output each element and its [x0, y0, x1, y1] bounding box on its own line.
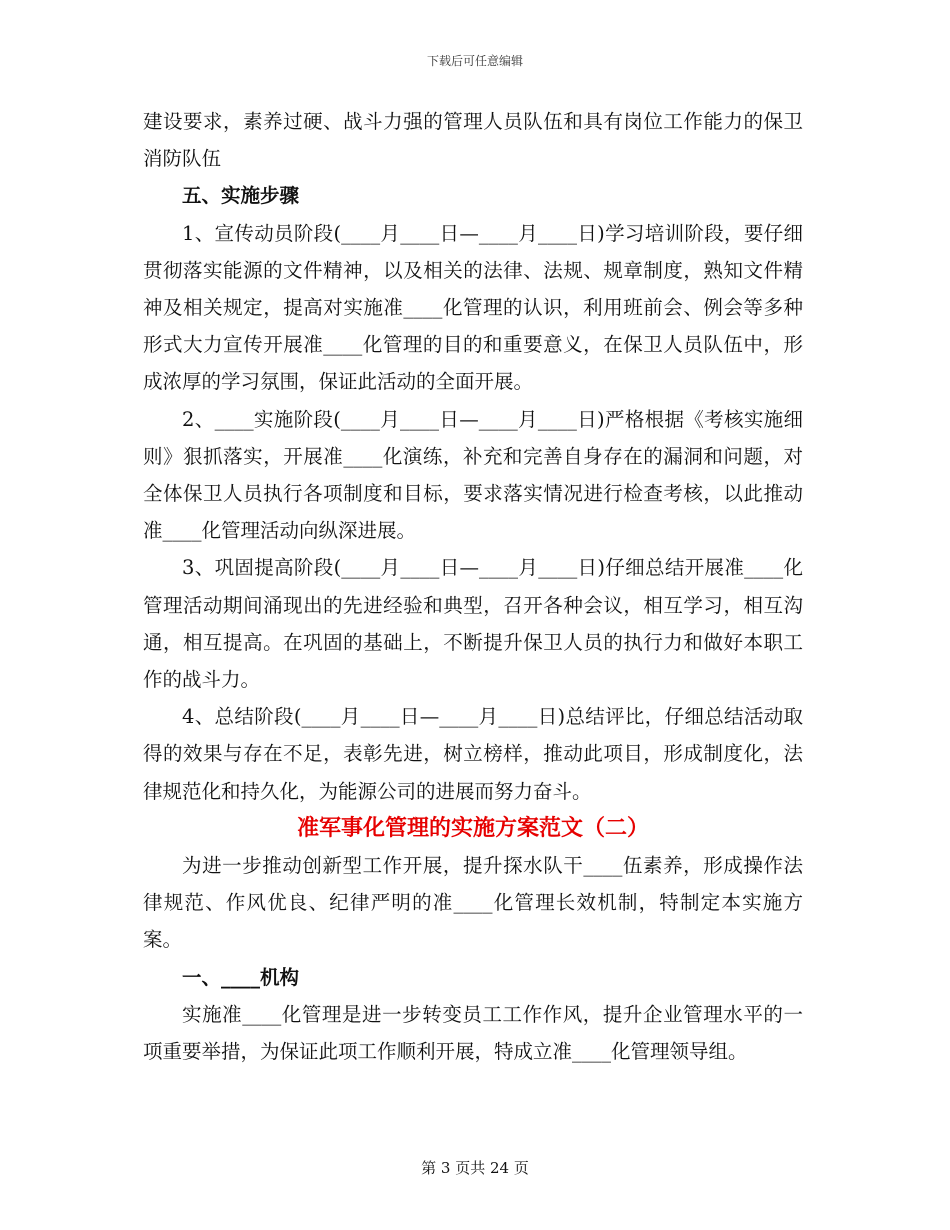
step-1-paragraph: 1、宣传动员阶段(____月____日—____月____日)学习培训阶段，要仔细贯彻落实能源的文件精神，以及相关的法律、法规、规章制度，熟知文件精神及相关规定，提高对实施准____化管理的认识，利用班前会、例会等多种形式大力宣传开展准____化管理的目的和重要意义，在保卫人员队伍中，形成浓厚的学习氛围，保证此活动的全面开展。 [143, 221, 803, 394]
step-2-paragraph: 2、____实施阶段(____月____日—____月____日)严格根据《考核实施细则》狠抓落实，开展准____化演练，补充和完善自身存在的漏洞和问题，对全体保卫人员执行各项制度和目标，要求落实情况进行检查考核，以此推动准____化管理活动向纵深进展。 [143, 407, 803, 543]
document-title-2: 准军事化管理的实施方案范文（二） [296, 814, 649, 841]
section-heading-organization: 一、____机构 [182, 965, 300, 989]
step-3-paragraph: 3、巩固提高阶段(____月____日—____月____日)仔细总结开展准____化管理活动期间涌现出的先进经验和典型，召开各种会议，相互学习，相互沟通，相互提高。在巩固的基础上，不断提升保卫人员的执行力和做好本职工作的战斗力。 [143, 556, 803, 692]
organization-paragraph: 实施准____化管理是进一步转变员工工作作风，提升企业管理水平的一项重要举措，为保证此项工作顺利开展，特成立准____化管理领导组。 [143, 1002, 803, 1064]
document-body [143, 103, 803, 1070]
section-heading-steps: 五、实施步骤 [182, 184, 300, 208]
page-header: 下载后可任意编辑 [426, 54, 523, 68]
paragraph-continuation: 建设要求，素养过硬、战斗力强的管理人员队伍和具有岗位工作能力的保卫消防队伍 [143, 110, 803, 171]
page-footer: 第 3 页共 24 页 [421, 1159, 529, 1177]
step-4-paragraph: 4、总结阶段(____月____日—____月____日)总结评比，仔细总结活动取得的效果与存在不足，表彰先进，树立榜样，推动此项目，形成制度化，法律规范化和持久化，为能源公司的进展而努力奋斗。 [143, 705, 803, 803]
intro-paragraph: 为进一步推动创新型工作开展，提升探水队干____伍素养，形成操作法律规范、作风优良、纪律严明的准____化管理长效机制，特制定本实施方案。 [143, 854, 803, 952]
